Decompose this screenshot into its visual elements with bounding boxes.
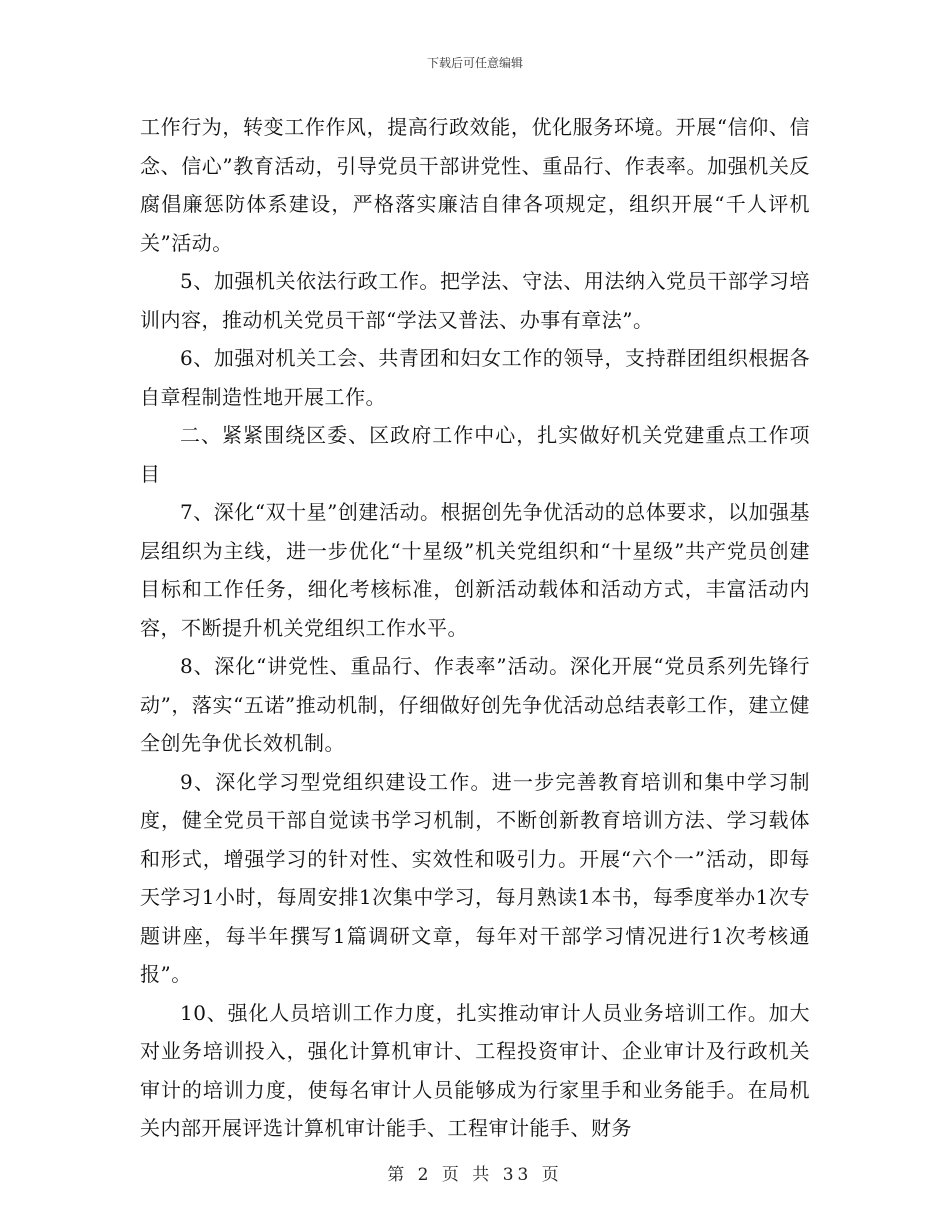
paragraph-item-8: 8、深化“讲党性、重品行、作表率”活动。深化开展“党员系列先锋行动”，落实“五诺”推动机制，仔细做好创先争优活动总结表彰工作，建立健全创先争优长效机制。 — [140, 654, 810, 755]
page-header: 下载后可任意编辑 — [426, 56, 523, 70]
page-number-footer: 第 2 页 共 33 页 — [387, 1165, 563, 1185]
paragraph-item-7: 7、深化“双十星”创建活动。根据创先争优活动的总体要求，以加强基层组织为主线，进一步优化“十星级”机关党组织和“十星级”共产党员创建目标和工作任务，细化考核标准，创新活动载体和活动方式，丰富活动内容，不断提升机关党组织工作水平。 — [140, 500, 810, 640]
paragraph-item-10: 10、强化人员培训工作力度，扎实推动审计人员业务培训工作。加大对业务培训投入，强化计算机审计、工程投资审计、企业审计及行政机关审计的培训力度，使每名审计人员能够成为行家里手和业务能手。在局机关内部开展评选计算机审计能手、工程审计能手、财务 — [140, 1000, 810, 1140]
paragraph-item-6: 6、加强对机关工会、共青团和妇女工作的领导，支持群团组织根据各自章程制造性地开展工作。 — [140, 346, 810, 409]
document-body — [140, 108, 810, 1148]
paragraph-item-9: 9、深化学习型党组织建设工作。进一步完善教育培训和集中学习制度，健全党员干部自觉读书学习机制，不断创新教育培训方法、学习载体和形式，增强学习的针对性、实效性和吸引力。开展“六个一”活动，即每天学习1小时，每周安排1次集中学习，每月熟读1本书，每季度举办1次专题讲座，每半年撰写1篇调研文章，每年对干部学习情况进行1次考核通报”。 — [140, 769, 810, 986]
paragraph-continuation: 工作行为，转变工作作风，提高行政效能，优化服务环境。开展“信仰、信念、信心”教育活动，引导党员干部讲党性、重品行、作表率。加强机关反腐倡廉惩防体系建设，严格落实廉洁自律各项规定，组织开展“千人评机关”活动。 — [140, 115, 810, 255]
section-heading-2: 二、紧紧围绕区委、区政府工作中心，扎实做好机关党建重点工作项目 — [140, 423, 810, 486]
paragraph-item-5: 5、加强机关依法行政工作。把学法、守法、用法纳入党员干部学习培训内容，推动机关党员干部“学法又普法、办事有章法”。 — [140, 269, 810, 332]
